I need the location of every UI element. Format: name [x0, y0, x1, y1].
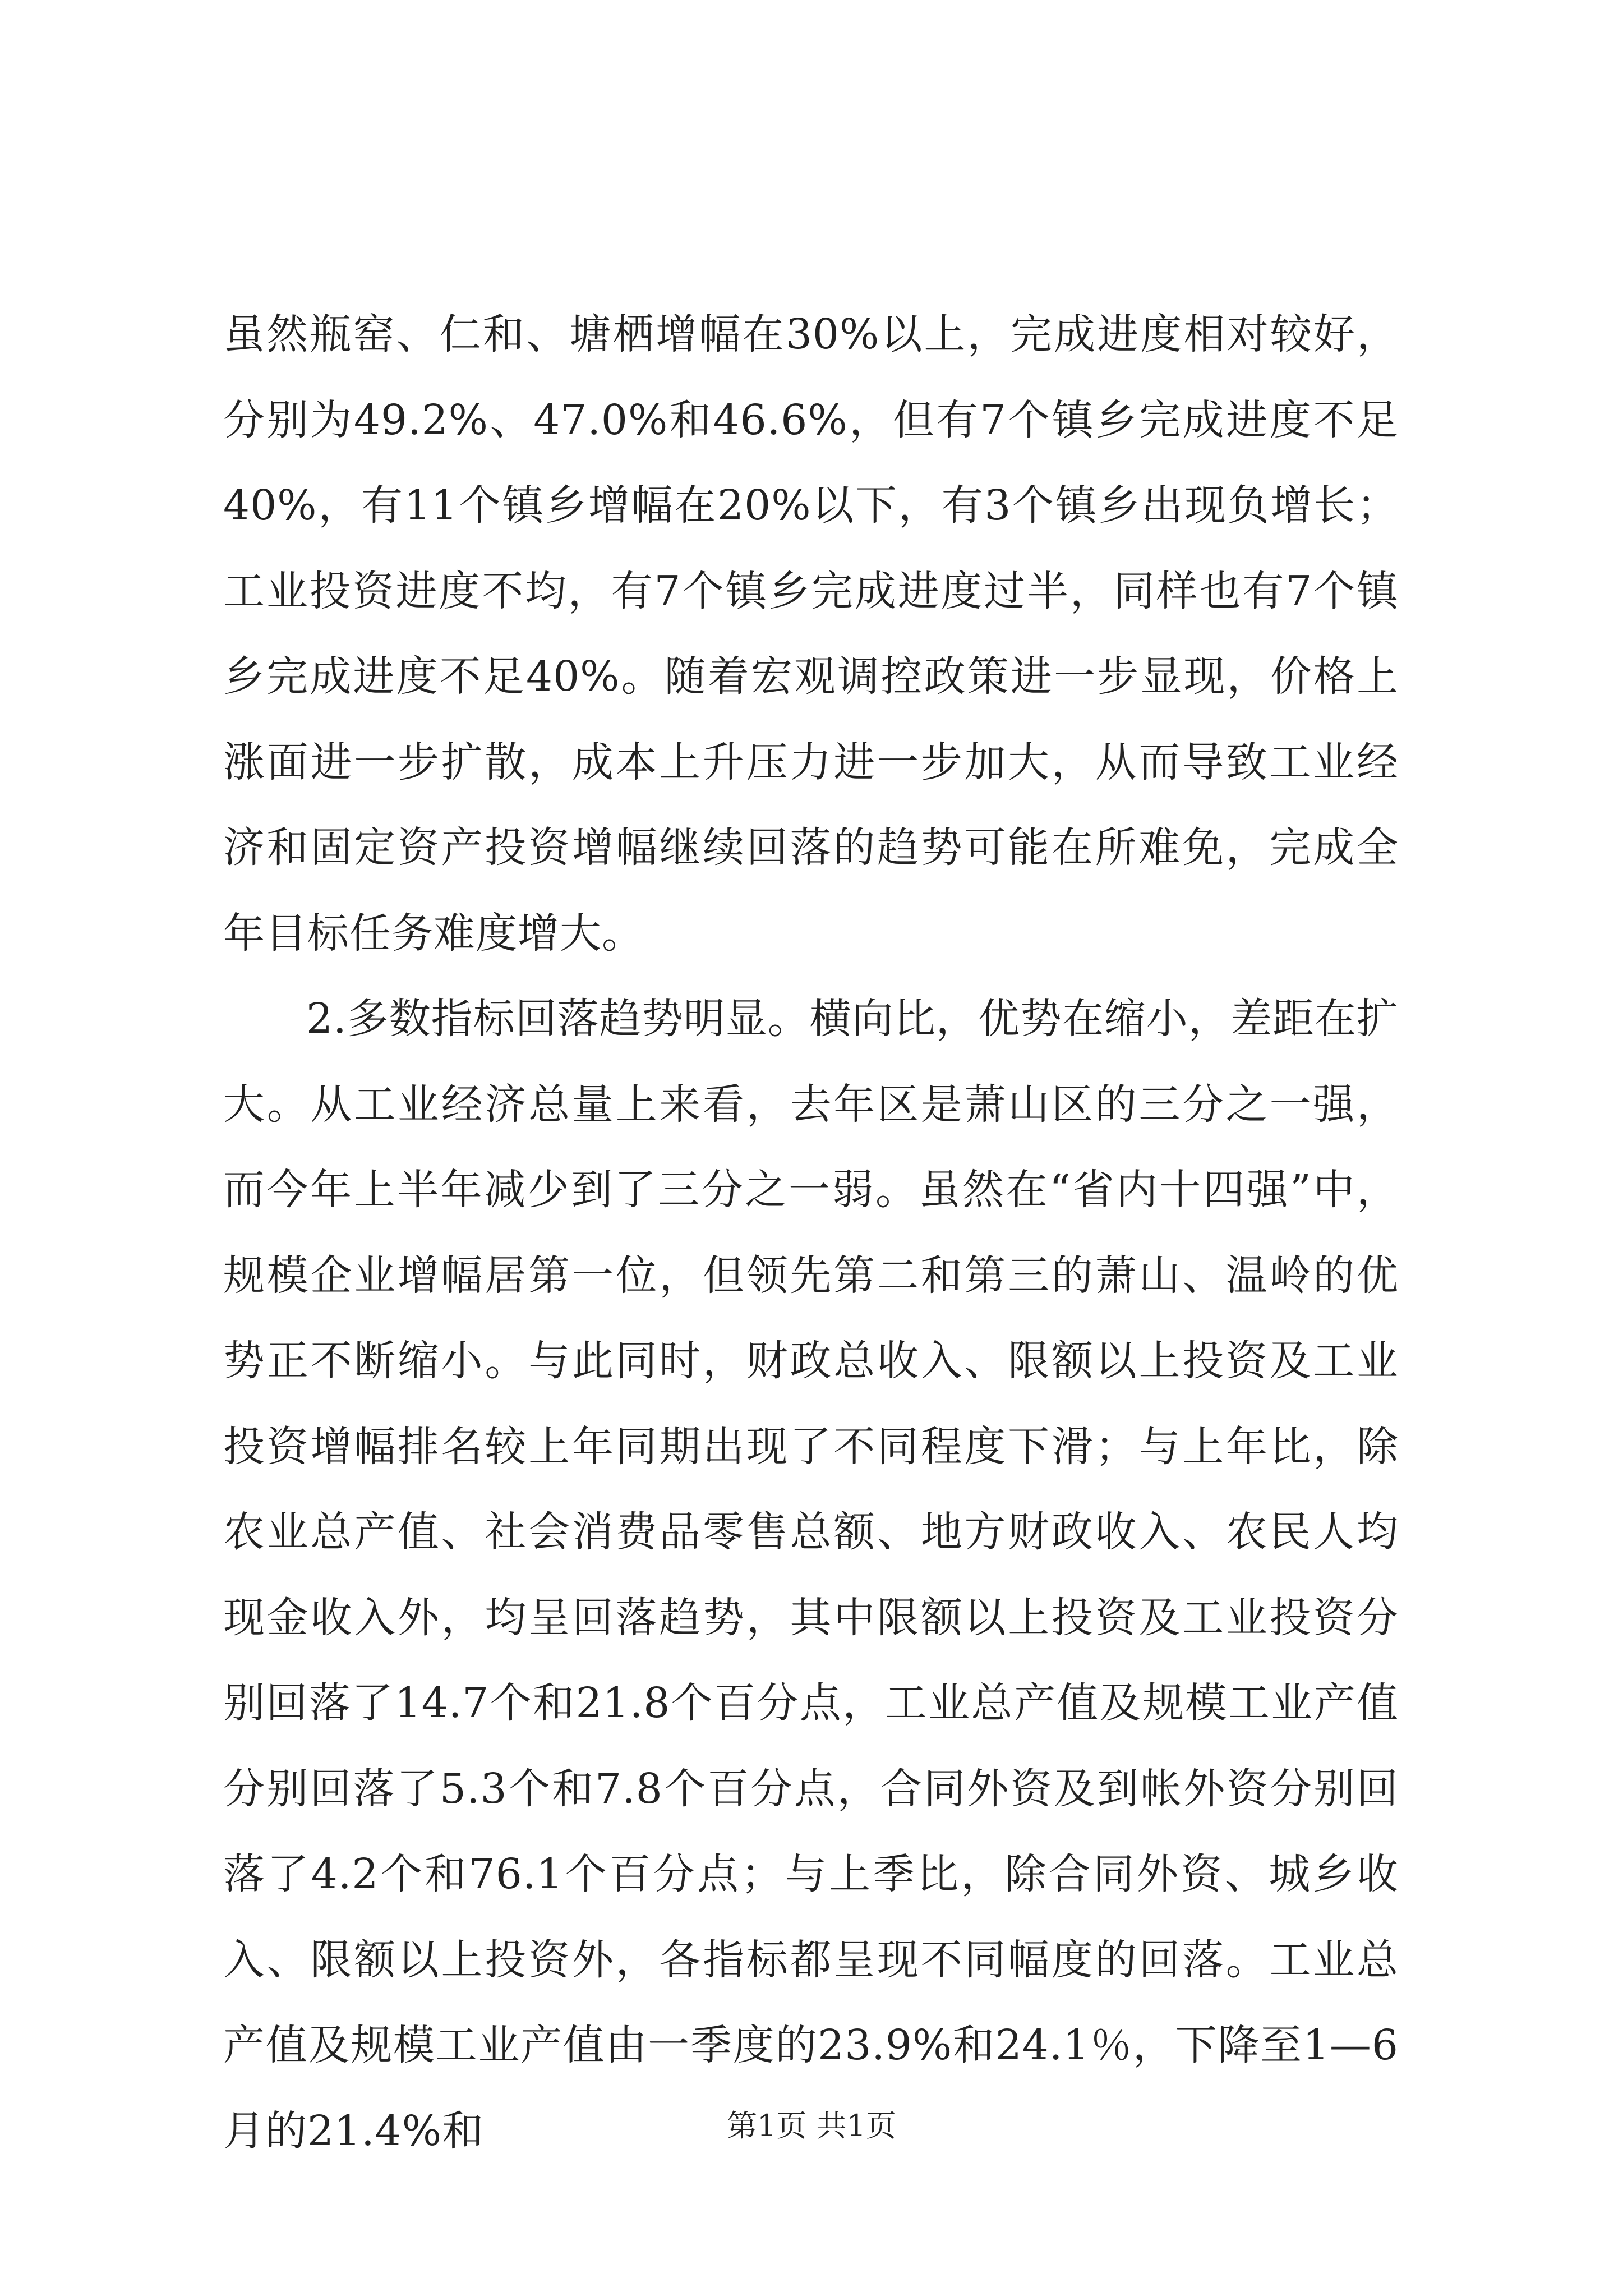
page-footer: 第1页 共1页 — [727, 2108, 896, 2143]
document-body — [223, 292, 1399, 2174]
paragraph-continuation: 虽然瓶窑、仁和、塘栖增幅在30%以上，完成进度相对较好，分别为49.2%、47.0%和46.6%，但有7个镇乡完成进度不足40%，有11个镇乡增幅在20%以下，有3个镇乡出现负增长；工业投资进度不均，有7个镇乡完成进度过半，同样也有7个镇乡完成进度不足40%。随着宏观调控政策进一步显现，价格上涨面进一步扩散，成本上升压力进一步加大，从而导致工业经济和固定资产投资增幅继续回落的趋势可能在所难免，完成全年目标任务难度增大。 — [223, 310, 1399, 958]
paragraph-indicators-decline: 2.多数指标回落趋势明显。横向比，优势在缩小，差距在扩大。从工业经济总量上来看，去年区是萧山区的三分之一强，而今年上半年减少到了三分之一弱。虽然在“省内十四强”中，规模企业增幅居第一位，但领先第二和第三的萧山、温岭的优势正不断缩小。与此同时，财政总收入、限额以上投资及工业投资增幅排名较上年同期出现了不同程度下滑；与上年比，除农业总产值、社会消费品零售总额、地方财政收入、农民人均现金收入外，均呈回落趋势，其中限额以上投资及工业投资分别回落了14.7个和21.8个百分点，工业总产值及规模工业产值分别回落了5.3个和7.8个百分点，合同外资及到帐外资分别回落了4.2个和76.1个百分点；与上季比，除合同外资、城乡收入、限额以上投资外，各指标都呈现不同幅度的回落。工业总产值及规模工业产值由一季度的23.9%和24.1％，下降至1—6月的21.4%和 — [223, 995, 1399, 2155]
